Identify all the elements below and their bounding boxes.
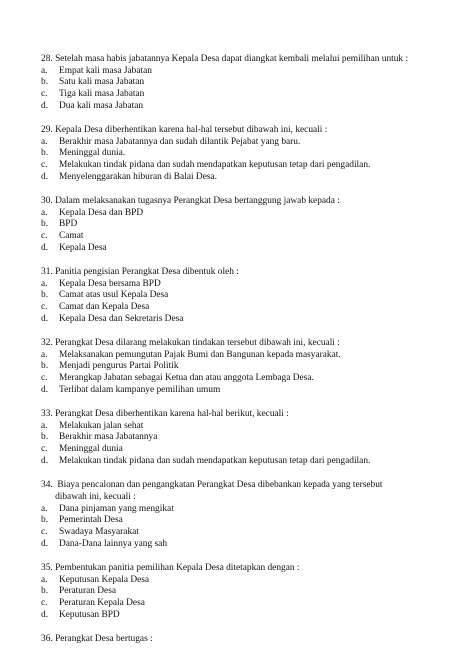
option-letter: a. — [41, 349, 48, 360]
option-letter: a. — [41, 278, 48, 289]
option-c — [41, 89, 451, 101]
option-text: Meninggal dunia. — [59, 148, 126, 159]
option-b — [41, 77, 451, 89]
option-text: Dua kali masa Jabatan — [59, 100, 144, 111]
option-letter: b. — [41, 432, 49, 443]
option-text: Dana pinjaman yang mengikat — [59, 503, 174, 514]
option-d — [41, 314, 451, 326]
option-c — [41, 160, 451, 172]
option-letter: c. — [41, 373, 48, 384]
option-letter: a. — [41, 136, 48, 147]
option-text: BPD — [59, 219, 78, 230]
option-d — [41, 243, 451, 255]
option-text: Camat — [59, 231, 84, 242]
option-a — [41, 66, 451, 78]
option-text: Satu kali masa Jabatan — [59, 77, 145, 88]
option-text: Berakhir masa Jabatannya — [59, 432, 158, 443]
option-text: Swadaya Masyarakat — [59, 526, 139, 537]
option-letter: d. — [41, 384, 49, 395]
option-b — [41, 432, 451, 444]
option-d — [41, 456, 451, 468]
option-c — [41, 527, 451, 539]
option-c — [41, 231, 451, 243]
option-letter: a. — [41, 207, 48, 218]
question-30 — [41, 196, 451, 255]
option-text: Meninggal dunia — [59, 444, 123, 455]
option-text: Melaksanakan pemungutan Pajak Bumi dan Bangunan kepada masyarakat. — [59, 349, 341, 360]
option-text: Dana-Dana lainnya yang sah — [59, 538, 168, 549]
option-letter: b. — [41, 586, 49, 597]
option-a — [41, 137, 451, 149]
option-letter: b. — [41, 219, 49, 230]
option-letter: c. — [41, 444, 48, 455]
option-letter: d. — [41, 242, 49, 253]
option-text: Keputusan Kepala Desa — [59, 574, 150, 585]
question-33 — [41, 409, 451, 468]
option-letter: c. — [41, 597, 48, 608]
option-c — [41, 302, 451, 314]
option-letter: a. — [41, 65, 48, 76]
option-letter: c. — [41, 526, 48, 537]
question-28 — [41, 54, 451, 113]
option-text: Berakhir masa Jabatannya dan sudah dilantik Pejabat yang baru. — [59, 136, 301, 147]
option-text: Melakukan tindak pidana dan sudah mendapatkan keputusan tetap dari pengadilan. — [59, 160, 371, 171]
option-a — [41, 208, 451, 220]
option-a — [41, 350, 451, 362]
option-text: Empat kali masa Jabatan — [59, 65, 152, 76]
option-a — [41, 575, 451, 587]
option-letter: d. — [41, 455, 49, 466]
option-d — [41, 385, 451, 397]
question-31 — [41, 267, 451, 326]
option-text: Pemerintah Desa — [59, 515, 123, 526]
question-text: 36. Perangkat Desa bertugas : — [41, 633, 153, 644]
option-letter: d. — [41, 171, 49, 182]
option-letter: d. — [41, 609, 49, 620]
question-text: 31. Panitia pengisian Perangkat Desa dibentuk oleh : — [41, 267, 239, 278]
option-b — [41, 515, 451, 527]
option-letter: a. — [41, 574, 48, 585]
option-text: Kepala Desa bersama BPD — [59, 278, 161, 289]
option-letter: d. — [41, 538, 49, 549]
option-d — [41, 539, 451, 551]
question-text: 33. Perangkat Desa diberhentikan karena hal-hal berikut, kecuali : — [41, 409, 289, 420]
question-text: 30. Dalam melaksanakan tugasnya Perangkat Desa bertanggung jawab kepada : — [41, 196, 340, 207]
option-text: Merangkap Jabatan sebagai Ketua dan atau anggota Lembaga Desa. — [59, 373, 314, 384]
option-text: Camat dan Kepala Desa — [59, 302, 150, 313]
option-letter: a. — [41, 420, 48, 431]
question-34 — [41, 480, 451, 550]
option-d — [41, 172, 451, 184]
document-page — [41, 54, 451, 658]
option-a — [41, 279, 451, 291]
question-35 — [41, 563, 451, 622]
option-text: Camat atas usul Kepala Desa — [59, 290, 169, 301]
option-letter: c. — [41, 302, 48, 313]
option-b — [41, 290, 451, 302]
option-b — [41, 361, 451, 373]
option-text: Terlibat dalam kampanye pemilihan umum — [59, 384, 221, 395]
option-d — [41, 101, 451, 113]
option-a — [41, 504, 451, 516]
option-c — [41, 444, 451, 456]
option-text: Kepala Desa dan Sekretaris Desa — [59, 313, 184, 324]
question-36 — [41, 634, 451, 646]
option-letter: a. — [41, 503, 48, 514]
option-text: Peraturan Desa — [59, 586, 117, 597]
option-c — [41, 598, 451, 610]
question-29 — [41, 125, 451, 184]
option-letter: b. — [41, 290, 49, 301]
option-text: Keputusan BPD — [59, 609, 120, 620]
option-letter: b. — [41, 361, 49, 372]
option-text: Kepala Desa — [59, 242, 107, 253]
option-letter: d. — [41, 313, 49, 324]
option-text: Kepala Desa dan BPD — [59, 207, 144, 218]
option-text: Tiga kali masa Jabatan — [59, 89, 145, 100]
option-letter: b. — [41, 77, 49, 88]
option-letter: c. — [41, 231, 48, 242]
option-c — [41, 373, 451, 385]
option-letter: c. — [41, 89, 48, 100]
option-b — [41, 219, 451, 231]
option-d — [41, 610, 451, 622]
question-text: 35. Pembentukan panitia pemilihan Kepala Desa ditetapkan dengan : — [41, 562, 300, 573]
option-letter: d. — [41, 100, 49, 111]
question-text: 28. Setelah masa habis jabatannya Kepala Desa dapat diangkat kembali melalui pemilihan untuk : — [41, 54, 409, 64]
option-letter: c. — [41, 160, 48, 171]
option-text: Menyelenggarakan hiburan di Balai Desa. — [59, 171, 218, 182]
option-text: Menjadi pengurus Partai Politik — [59, 361, 179, 372]
option-b — [41, 148, 451, 160]
question-32 — [41, 338, 451, 397]
question-text: 32. Perangkat Desa dilarang melakukan tindakan tersebut dibawah ini, kecuali : — [41, 338, 340, 349]
option-letter: b. — [41, 515, 49, 526]
option-text: Melakukan tindak pidana dan sudah mendapatkan keputusan tetap dari pengadilan. — [59, 455, 371, 466]
option-text: Peraturan Kepala Desa — [59, 597, 145, 608]
option-b — [41, 586, 451, 598]
question-text: 29. Kepala Desa diberhentikan karena hal-hal tersebut dibawah ini, kecuali : — [41, 125, 328, 136]
option-letter: b. — [41, 148, 49, 159]
question-text: 34. Biaya pencalonan dan pengangkatan Perangkat Desa dibebankan kepada yang tersebut dibawah ini, kecuali : — [41, 480, 383, 502]
option-text: Melakukan jalan sehat — [59, 420, 144, 431]
option-a — [41, 421, 451, 433]
